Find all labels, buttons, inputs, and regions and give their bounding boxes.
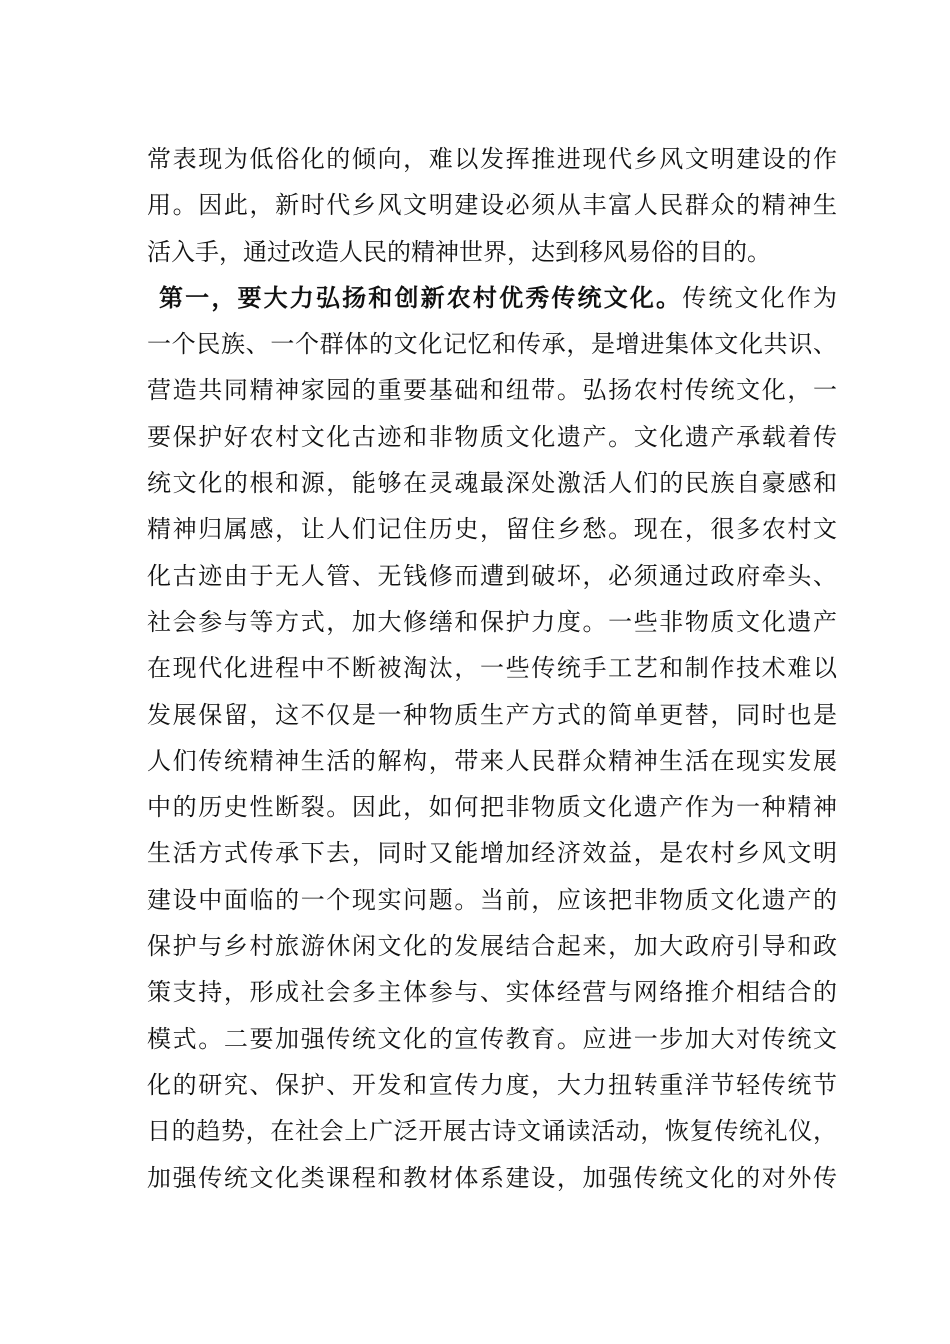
text-line: 加强传统文化类课程和教材体系建设，加强传统文化的对外传: [147, 1163, 837, 1192]
document-body: [147, 136, 837, 1201]
paragraph-1: [147, 136, 837, 275]
section-heading-bold: 第一，要大力弘扬和创新农村优秀传统文化。: [159, 282, 683, 312]
text-line: 用。因此，新时代乡风文明建设必须从丰富人民群众的精神生: [147, 191, 837, 220]
text-line: 社会参与等方式，加大修缮和保护力度。一些非物质文化遗产: [147, 607, 837, 636]
text-line: 人们传统精神生活的解构，带来人民群众精神生活在现实发展: [147, 746, 837, 775]
text-line: 活入手，通过改造人民的精神世界，达到移风易俗的目的。: [147, 237, 771, 266]
text-line: 日的趋势，在社会上广泛开展古诗文诵读活动，恢复传统礼仪，: [147, 1117, 837, 1146]
text-line: 营造共同精神家园的重要基础和纽带。弘扬农村传统文化，一: [147, 376, 837, 405]
text-line: 发展保留，这不仅是一种物质生产方式的简单更替，同时也是: [147, 700, 837, 729]
text-line: 保护与乡村旅游休闲文化的发展结合起来，加大政府引导和政: [147, 932, 837, 961]
text-line: 精神归属感，让人们记住历史，留住乡愁。现在，很多农村文: [147, 515, 837, 544]
text-line: 一个民族、一个群体的文化记忆和传承，是增进集体文化共识、: [147, 330, 837, 359]
paragraph-2-lead-line: [147, 275, 837, 321]
text-line: 建设中面临的一个现实问题。当前，应该把非物质文化遗产的: [147, 885, 837, 914]
lead-line-rest: 传统文化作为: [682, 283, 838, 312]
text-line: 化的研究、保护、开发和宣传力度，大力扭转重洋节轻传统节: [147, 1070, 837, 1099]
text-line: 在现代化进程中不断被淘汰，一些传统手工艺和制作技术难以: [147, 654, 837, 683]
text-line: 要保护好农村文化古迹和非物质文化遗产。文化遗产承载着传: [147, 422, 837, 451]
text-line: 模式。二要加强传统文化的宣传教育。应进一步加大对传统文: [147, 1024, 837, 1053]
text-line: 中的历史性断裂。因此，如何把非物质文化遗产作为一种精神: [147, 793, 837, 822]
text-line: 化古迹由于无人管、无钱修而遭到破坏，必须通过政府牵头、: [147, 561, 837, 590]
text-line: 统文化的根和源，能够在灵魂最深处激活人们的民族自豪感和: [147, 469, 837, 498]
text-line: 策支持，形成社会多主体参与、实体经营与网络推介相结合的: [147, 978, 837, 1007]
text-line: 生活方式传承下去，同时又能增加经济效益，是农村乡风文明: [147, 839, 837, 868]
text-line: 常表现为低俗化的倾向，难以发挥推进现代乡风文明建设的作: [147, 145, 837, 173]
paragraph-2: [147, 275, 837, 1201]
